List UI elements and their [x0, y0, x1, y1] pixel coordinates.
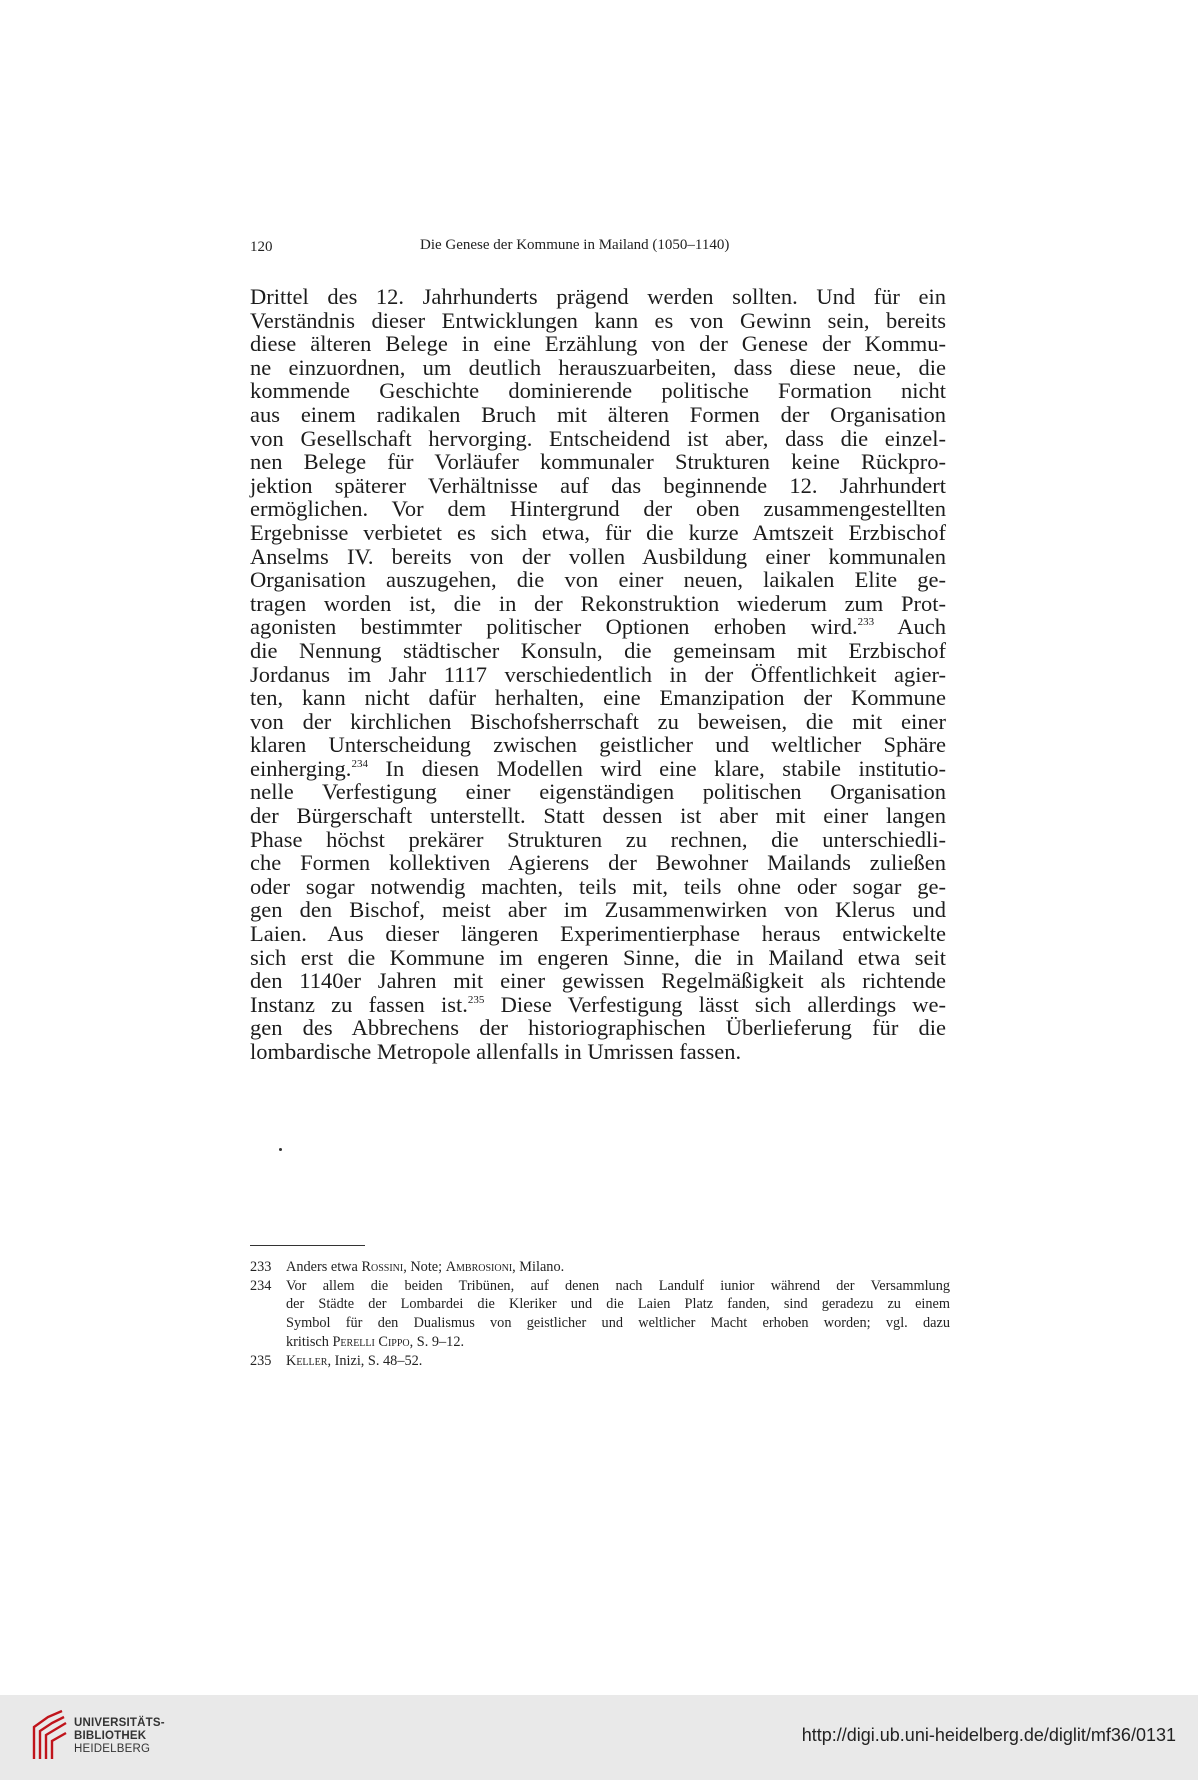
footnote-line: Vor allem die beiden Tribünen, auf denen nach Landulf iunior während der Versammlung [286, 1277, 950, 1294]
library-name[interactable] [74, 1717, 165, 1756]
library-name-line: UNIVERSITÄTS- [74, 1717, 165, 1729]
text-line: der Bürgerschaft unterstellt. Statt dessen ist aber mit einer langen [250, 803, 946, 829]
scan-speck [279, 1148, 282, 1151]
text-segment: , Inizi, S. 48–52. [327, 1352, 423, 1369]
text-line: diese älteren Belege in eine Erzählung von der Genese der Kommu- [250, 331, 946, 357]
text-line: nen Belege für Vorläufer kommunaler Strukturen keine Rückpro- [250, 449, 946, 475]
text-segment: , Milano. [512, 1259, 565, 1275]
text-line: Ergebnisse verbietet es sich etwa, für die kurze Amtszeit Erzbischof [250, 519, 946, 545]
footnote-rule [250, 1245, 365, 1246]
text-line: Verständnis dieser Entwicklungen kann es von Gewinn sein, bereits [250, 307, 946, 333]
text-line: Drittel des 12. Jahrhunderts prägend werden sollten. Und für ein [250, 284, 946, 309]
footnote-line [286, 1333, 950, 1352]
text-segment: , S. 9–12. [409, 1333, 465, 1350]
footnotes [250, 1258, 950, 1370]
author-name: Keller [286, 1352, 328, 1369]
text-segment: agonisten bestimmter politischer Optionen erhoben wird. [250, 614, 858, 640]
text-segment: kritisch [286, 1333, 333, 1350]
footnote-ref[interactable]: 234 [351, 757, 368, 770]
page-url[interactable]: http://digi.ub.uni-heidelberg.de/diglit/mf36/0131 [801, 1725, 1176, 1745]
text-line: Jordanus im Jahr 1117 verschiedentlich in der Öffentlichkeit agier- [250, 661, 946, 687]
text-segment: Auch [897, 614, 946, 640]
viewer-footer [0, 1695, 1198, 1780]
library-name-line: HEIDELBERG [74, 1743, 151, 1755]
library-logo-icon[interactable] [28, 1707, 68, 1763]
footnote-number: 235 [250, 1352, 272, 1369]
text-line [250, 993, 946, 1017]
author-name: Perelli Cippo [332, 1333, 410, 1350]
text-line: Organisation auszugehen, die von einer neuen, laikalen Elite ge- [250, 567, 946, 593]
text-line: jektion späterer Verhältnisse auf das beginnende 12. Jahrhundert [250, 472, 946, 498]
library-name-line: BIBLIOTHEK [74, 1730, 147, 1742]
text-line: lombardische Metropole allenfalls in Umrissen fassen. [250, 1039, 742, 1064]
footnote-ref[interactable]: 235 [467, 993, 485, 1006]
text-line: nelle Verfestigung einer eigenständigen politischen Organisation [250, 779, 946, 805]
text-line: che Formen kollektiven Agierens der Bewohner Mailands zuließen [250, 850, 946, 876]
author-name: Ambrosioni [445, 1259, 513, 1275]
text-line: Phase höchst prekärer Strukturen zu rechnen, die unterschiedli- [250, 826, 946, 852]
text-line: tragen worden ist, die in der Rekonstruktion wiederum zum Prot- [250, 590, 946, 616]
text-line: die Nennung städtischer Konsuln, die gemeinsam mit Erzbischof [250, 637, 946, 663]
footnote-number: 234 [250, 1277, 272, 1294]
footnote-line [286, 1352, 950, 1371]
running-title: Die Genese der Kommune in Mailand (1050–1140) [420, 237, 730, 253]
main-text [250, 285, 946, 1064]
text-line: oder sogar notwendig machten, teils mit, teils ohne oder sogar ge- [250, 873, 946, 899]
text-line: gen des Abbrechens der historiographischen Überlieferung für die [250, 1015, 946, 1041]
footnote-line [286, 1258, 950, 1277]
text-segment: Anders etwa [286, 1259, 362, 1275]
text-line [250, 615, 946, 639]
footnote-line: Symbol für den Dualismus von geistlicher und weltlicher Macht erhoben worden; vgl. dazu [286, 1315, 950, 1332]
text-line: gen den Bischof, meist aber im Zusammenwirken von Klerus und [250, 897, 946, 923]
text-line [250, 757, 946, 781]
text-line: ne einzuordnen, um deutlich herauszuarbeiten, dass diese neue, die [250, 354, 946, 380]
text-line: Anselms IV. bereits von der vollen Ausbildung einer kommunalen [250, 543, 946, 569]
text-segment: Diese Verfestigung lässt sich allerdings we- [500, 991, 947, 1017]
page-number: 120 [250, 239, 273, 255]
footnote-235 [250, 1352, 950, 1371]
footnote-ref[interactable]: 233 [857, 616, 875, 629]
text-segment: In diesen Modellen wird eine klare, stabile institutio- [385, 755, 946, 781]
text-segment: einherging. [250, 755, 352, 781]
running-head [250, 237, 950, 261]
text-line: aus einem radikalen Bruch mit älteren Formen der Organisation [250, 401, 946, 427]
text-line: von der kirchlichen Bischofsherrschaft zu beweisen, die mit einer [250, 708, 946, 734]
text-line: ermöglichen. Vor dem Hintergrund der oben zusammengestellten [250, 496, 946, 522]
text-line: den 1140er Jahren mit einer gewissen Regelmäßigkeit als richtende [250, 968, 946, 994]
author-name: Rossini [361, 1259, 404, 1275]
text-line: von Gesellschaft hervorging. Entscheidend ist aber, dass die einzel- [250, 425, 946, 451]
text-line: klaren Unterscheidung zwischen geistlicher und weltlicher Sphäre [250, 732, 946, 758]
text-segment: Instanz zu fassen ist. [250, 991, 468, 1017]
text-line: ten, kann nicht dafür herhalten, eine Emanzipation der Kommune [250, 685, 946, 711]
text-segment: , Note; [403, 1259, 446, 1275]
footnote-233 [250, 1258, 950, 1277]
text-line: Laien. Aus dieser längeren Experimentierphase heraus entwickelte [250, 921, 946, 947]
text-line: kommende Geschichte dominierende politische Formation nicht [250, 378, 946, 404]
footnote-234 [250, 1277, 950, 1352]
text-line: sich erst die Kommune im engeren Sinne, die in Mailand etwa seit [250, 944, 946, 970]
footnote-number: 233 [250, 1259, 272, 1275]
footnote-line: der Städte der Lombardei die Kleriker und die Laien Platz fanden, sind geradezu zu einem [286, 1296, 950, 1313]
